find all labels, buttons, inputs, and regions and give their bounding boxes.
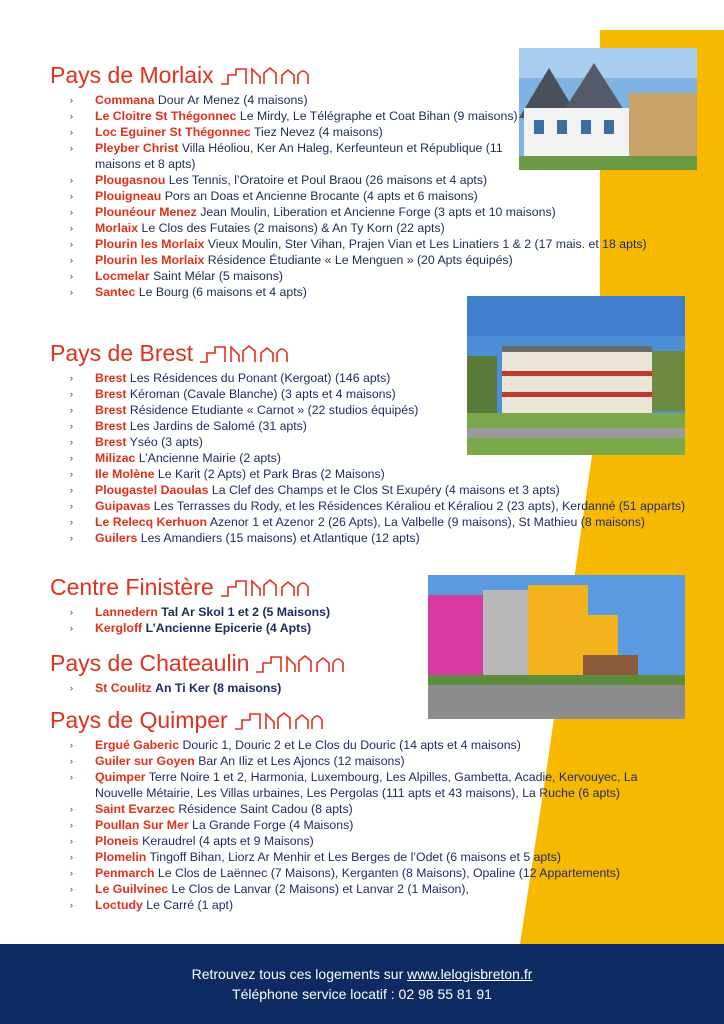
residence-desc: Le Carré (1 apt) [146, 898, 234, 912]
section-title: Centre Finistère [50, 574, 214, 600]
list-item: › Lannedern Tal Ar Skol 1 et 2 (5 Maisons) [70, 605, 331, 619]
houses-outline-icon [199, 343, 294, 363]
residence-desc: Jean Moulin, Liberation et Ancienne Forge (3 apts et 10 maisons) [200, 205, 556, 219]
list-item: › Commana Dour Ar Menez (4 maisons) [70, 93, 308, 107]
residence-desc: La Clef des Champs et le Clos St Exupéry (4 maisons et 3 apts) [211, 483, 560, 497]
list-item: › Brest Les Résidences du Ponant (Kergoat) (146 apts) [70, 371, 391, 385]
commune-name: Brest [95, 435, 127, 449]
residence-desc: Azenor 1 et Azenor 2 (26 Apts), La Valbelle (9 maisons), St Mathieu (8 maisons) [209, 515, 645, 529]
commune-name: Quimper [95, 770, 146, 784]
list-item: › Penmarch Le Clos de Laënnec (7 Maisons), Kerganten (8 Maisons), Opaline (12 Appartements) [70, 866, 620, 880]
listing-list [50, 370, 695, 546]
list-item: › Loctudy Le Carré (1 apt) [70, 898, 234, 912]
list-item: › Le Cloitre St Thégonnec Le Mirdy, Le Télégraphe et Coat Bihan (9 maisons) [70, 109, 518, 123]
commune-name: Brest [95, 371, 127, 385]
commune-name: Plougastel Daoulas [95, 483, 209, 497]
residence-desc: Dour Ar Menez (4 maisons) [157, 93, 308, 107]
residence-desc: Vieux Moulin, Ster Vihan, Prajen Vian et Les Linatiers 1 & 2 (17 mais. et 18 apts) [207, 237, 647, 251]
commune-name: Le Guilvinec [95, 882, 169, 896]
houses-outline-icon [255, 653, 350, 673]
footer-line-website [0, 966, 724, 982]
residence-desc: Bar An Iliz et Les Ajoncs (12 maisons) [198, 754, 405, 768]
commune-name: Penmarch [95, 866, 155, 880]
list-item: › Santec Le Bourg (6 maisons et 4 apts) [70, 285, 307, 299]
section-pays-de-brest [50, 340, 695, 546]
list-item: › Plougastel Daoulas La Clef des Champs et le Clos St Exupéry (4 maisons et 3 apts) [70, 483, 560, 497]
commune-name: Brest [95, 387, 127, 401]
section-title: Pays de Chateaulin [50, 650, 250, 676]
list-item: › Plomelin Tingoff Bihan, Liorz Ar Menhir et Les Berges de l’Odet (6 maisons et 5 apts) [70, 850, 561, 864]
list-item: › Guipavas Les Terrasses du Rody, et les Résidences Kéraliou et Kéraliou 2 (23 apts), Kerdanné (51 apparts) [70, 499, 686, 513]
commune-name: Ploneis [95, 834, 139, 848]
list-item: › Plounéour Menez Jean Moulin, Liberation et Ancienne Forge (3 apts et 10 maisons) [70, 205, 556, 219]
commune-name: Brest [95, 403, 127, 417]
residence-desc: Terre Noire 1 et 2, Harmonia, Luxembourg, Les Alpilles, Gambetta, Acadie, Kervouyec, La Nouvelle Métairie, Les Villas urbaines, Les Pergolas (111 apts et 43 maisons), La Ruche (6 apts) [95, 770, 638, 800]
listing-list [50, 680, 350, 696]
listing-list [50, 604, 330, 636]
commune-name: Le Relecq Kerhuon [95, 515, 208, 529]
footer-prefix: Retrouvez tous ces logements sur [191, 966, 408, 982]
residence-desc: Douric 1, Douric 2 et Le Clos du Douric (14 apts et 4 maisons) [182, 738, 521, 752]
commune-name: Plourin les Morlaix [95, 237, 205, 251]
photo-centre-finistere [428, 575, 685, 719]
section-title: Pays de Brest [50, 340, 194, 366]
list-item: › Milizac L’Ancienne Mairie (2 apts) [70, 451, 281, 465]
list-item: › Plourin les Morlaix Résidence Étudiante « Le Menguen » (20 Apts équipés) [70, 253, 513, 267]
residence-desc: Le Clos des Futaies (2 maisons) & An Ty Korn (22 apts) [141, 221, 445, 235]
residence-desc: Saint Mélar (5 maisons) [153, 269, 283, 283]
residence-desc: Le Bourg (6 maisons et 4 apts) [138, 285, 307, 299]
list-item: › Saint Evarzec Résidence Saint Cadou (8 apts) [70, 802, 353, 816]
list-item: › Brest Yséo (3 apts) [70, 435, 203, 449]
residence-desc: Pors an Doas et Ancienne Brocante (4 apts et 6 maisons) [164, 189, 478, 203]
residence-desc: Villa Héoliou, Ker An Haleg, Kerfeunteun et République (11 maisons et 8 apts) [95, 141, 503, 171]
list-item: › Le Guilvinec Le Clos de Lanvar (2 Maisons) et Lanvar 2 (1 Maison), [70, 882, 469, 896]
list-item: › Guiler sur Goyen Bar An Iliz et Les Ajoncs (12 maisons) [70, 754, 405, 768]
houses-outline-icon [220, 65, 315, 85]
commune-name: Pleyber Christ [95, 141, 179, 155]
residence-desc: Le Clos de Laënnec (7 Maisons), Kerganten (8 Maisons), Opaline (12 Appartements) [157, 866, 620, 880]
houses-outline-icon [234, 710, 329, 730]
footer-phone: Téléphone service locatif : 02 98 55 81 91 [232, 986, 492, 1002]
commune-name: Santec [95, 285, 136, 299]
list-item: › St Coulitz An Ti Ker (8 maisons) [70, 681, 282, 695]
list-item: › Plourin les Morlaix Vieux Moulin, Ster Vihan, Prajen Vian et Les Linatiers 1 & 2 (17 mais. et 18 apts) [70, 237, 647, 251]
list-item: › Plougasnou Les Tennis, l’Oratoire et Poul Braou (26 maisons et 4 apts) [70, 173, 488, 187]
section-title: Pays de Morlaix [50, 62, 214, 88]
commune-name: Le Cloitre St Thégonnec [95, 109, 237, 123]
list-item: › Guilers Les Amandiers (15 maisons) et Atlantique (12 apts) [70, 531, 420, 545]
list-item: › Ile Molène Le Karit (2 Apts) et Park Bras (2 Maisons) [70, 467, 385, 481]
list-item: › Brest Les Jardins de Salomé (31 apts) [70, 419, 307, 433]
residence-desc: Les Terrasses du Rody, et les Résidences Kéraliou et Kéraliou 2 (23 apts), Kerdanné (51 apparts) [153, 499, 686, 513]
commune-name: Lannedern [95, 605, 158, 619]
section-centre-finistere [50, 574, 330, 636]
commune-name: Ergué Gaberic [95, 738, 180, 752]
commune-name: St Coulitz [95, 681, 152, 695]
listing-list [50, 737, 685, 913]
residence-desc: Le Clos de Lanvar (2 Maisons) et Lanvar 2 (1 Maison), [171, 882, 469, 896]
commune-name: Milizac [95, 451, 136, 465]
website-link[interactable]: www.lelogisbreton.fr [407, 966, 533, 982]
commune-name: Guiler sur Goyen [95, 754, 195, 768]
section-title: Pays de Quimper [50, 707, 228, 733]
residence-desc: L’Ancienne Mairie (2 apts) [138, 451, 281, 465]
residence-desc: Résidence Saint Cadou (8 apts) [178, 802, 353, 816]
list-item: › Pleyber Christ Villa Héoliou, Ker An Haleg, Kerfeunteun et République (11 maisons et 8 apts) [70, 141, 503, 171]
residence-desc: Kéroman (Cavale Blanche) (3 apts et 4 maisons) [129, 387, 396, 401]
commune-name: Loctudy [95, 898, 143, 912]
houses-outline-icon [220, 577, 315, 597]
commune-name: Locmelar [95, 269, 150, 283]
residence-desc: Les Amandiers (15 maisons) et Atlantique (12 apts) [140, 531, 420, 545]
commune-name: Ile Molène [95, 467, 155, 481]
list-item: › Quimper Terre Noire 1 et 2, Harmonia, Luxembourg, Les Alpilles, Gambetta, Acadie, Kervouyec, La Nouvelle Métairie, Les Villas urbaines, Les Pergolas (111 apts et 43 maisons), La Ruche (6 apts) [70, 770, 638, 800]
commune-name: Poullan Sur Mer [95, 818, 189, 832]
residence-desc: Les Tennis, l’Oratoire et Poul Braou (26 maisons et 4 apts) [168, 173, 488, 187]
residence-desc: An Ti Ker (8 maisons) [155, 681, 282, 695]
commune-name: Plougasnou [95, 173, 166, 187]
residence-desc: L’Ancienne Epicerie (4 Apts) [145, 621, 312, 635]
list-item: › Poullan Sur Mer La Grande Forge (4 Maisons) [70, 818, 354, 832]
list-item: › Le Relecq Kerhuon Azenor 1 et Azenor 2 (26 Apts), La Valbelle (9 maisons), St Mathieu (8 maisons) [70, 515, 645, 529]
list-item: › Ploneis Keraudrel (4 apts et 9 Maisons) [70, 834, 314, 848]
list-item: › Loc Eguiner St Thégonnec Tiez Nevez (4 maisons) [70, 125, 383, 139]
commune-name: Plourin les Morlaix [95, 253, 205, 267]
residence-desc: Les Jardins de Salomé (31 apts) [129, 419, 307, 433]
commune-name: Kergloff [95, 621, 143, 635]
residence-desc: Résidence Etudiante « Carnot » (22 studios équipés) [129, 403, 419, 417]
commune-name: Plouigneau [95, 189, 162, 203]
residence-desc: Tingoff Bihan, Liorz Ar Menhir et Les Berges de l’Odet (6 maisons et 5 apts) [149, 850, 561, 864]
commune-name: Brest [95, 419, 127, 433]
list-item: › Brest Kéroman (Cavale Blanche) (3 apts et 4 maisons) [70, 387, 396, 401]
commune-name: Guipavas [95, 499, 151, 513]
commune-name: Saint Evarzec [95, 802, 175, 816]
residence-desc: Keraudrel (4 apts et 9 Maisons) [142, 834, 314, 848]
section-pays-de-morlaix [50, 62, 675, 300]
commune-name: Plomelin [95, 850, 147, 864]
list-item: › Ergué Gaberic Douric 1, Douric 2 et Le Clos du Douric (14 apts et 4 maisons) [70, 738, 521, 752]
list-item: › Brest Résidence Etudiante « Carnot » (22 studios équipés) [70, 403, 419, 417]
listing-list [50, 92, 675, 300]
commune-name: Loc Eguiner St Thégonnec [95, 125, 251, 139]
residence-desc: Tiez Nevez (4 maisons) [253, 125, 383, 139]
commune-name: Morlaix [95, 221, 139, 235]
section-pays-de-quimper [50, 707, 685, 913]
residence-desc: Tal Ar Skol 1 et 2 (5 Maisons) [161, 605, 331, 619]
residence-desc: Le Mirdy, Le Télégraphe et Coat Bihan (9 maisons) [239, 109, 518, 123]
residence-desc: Résidence Étudiante « Le Menguen » (20 Apts équipés) [207, 253, 513, 267]
list-item: › Kergloff L’Ancienne Epicerie (4 Apts) [70, 621, 312, 635]
list-item: › Plouigneau Pors an Doas et Ancienne Brocante (4 apts et 6 maisons) [70, 189, 478, 203]
commune-name: Plounéour Menez [95, 205, 197, 219]
residence-desc: Yséo (3 apts) [129, 435, 203, 449]
residence-desc: Le Karit (2 Apts) et Park Bras (2 Maisons) [157, 467, 385, 481]
footer [0, 944, 724, 1024]
commune-name: Guilers [95, 531, 138, 545]
list-item: › Locmelar Saint Mélar (5 maisons) [70, 269, 283, 283]
commune-name: Commana [95, 93, 155, 107]
section-pays-de-chateaulin [50, 650, 350, 696]
list-item: › Morlaix Le Clos des Futaies (2 maisons) & An Ty Korn (22 apts) [70, 221, 445, 235]
residence-desc: La Grande Forge (4 Maisons) [192, 818, 354, 832]
residence-desc: Les Résidences du Ponant (Kergoat) (146 apts) [129, 371, 391, 385]
